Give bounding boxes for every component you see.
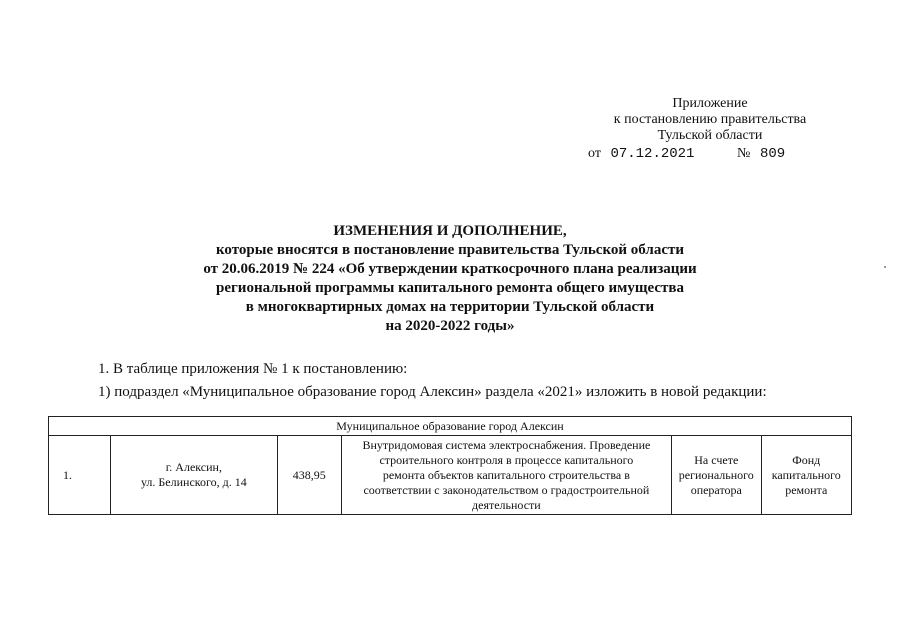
work-line: деятельности [472,497,541,512]
fund-line: Фонд [792,452,821,467]
appendix-line-2: к постановлению правительства [613,112,807,127]
order-number-sign: № [737,146,751,161]
table-section-header-row [49,417,852,436]
fund-line: ремонта [785,482,828,497]
account-line: На счете [694,452,739,467]
work-line: соответствии с законодательством о градостроительной [363,482,650,497]
changes-table [48,416,852,515]
address-line: г. Алексин, [165,460,222,474]
appendix-block [590,96,830,144]
order-number: 809 [760,146,786,162]
title-line: на 2020-2022 годы» [385,318,515,334]
scan-artifact-dot [884,266,886,268]
title-line: в многоквартирных домах на территории Тульской области [245,299,655,315]
account-line: регионального [678,467,754,482]
account-line: оператора [690,482,742,497]
work-description-cell [341,436,671,515]
cost-cell: 438,95 [277,436,341,515]
title-line: от 20.06.2019 № 224 «Об утверждении краткосрочного плана реализации [203,261,697,277]
title-line: которые вносятся в постановление правительства Тульской области [215,242,685,258]
work-line: ремонта объектов капитального строительства в [382,467,630,482]
fund-line: капитального [771,467,841,482]
work-line: строительного контроля в процессе капитального [379,452,634,467]
paragraph-2: 1) подраздел «Муниципальное образование город Алексин» раздела «2021» изложить в новой редакции: [98,384,767,400]
address-cell [111,436,278,515]
section-header-cell: Муниципальное образование город Алексин [49,417,852,436]
order-date: 07.12.2021 [610,146,695,162]
row-number-cell: 1. [49,436,111,515]
paragraph-1: 1. В таблице приложения № 1 к постановлению: [98,361,408,377]
address-line: ул. Белинского, д. 14 [140,475,247,489]
work-line: Внутридомовая система электроснабжения. Проведение [362,437,651,452]
title-line: региональной программы капитального ремонта общего имущества [216,280,684,296]
document-title [150,222,750,336]
order-line [588,146,786,162]
table-row [49,436,852,515]
account-cell [672,436,761,515]
appendix-line-3: Тульской области [657,128,763,143]
title-heading: ИЗМЕНЕНИЯ И ДОПОЛНЕНИЕ, [333,223,567,239]
fund-cell [761,436,852,515]
appendix-line-1: Приложение [672,96,748,111]
order-date-prefix: от [588,146,601,161]
